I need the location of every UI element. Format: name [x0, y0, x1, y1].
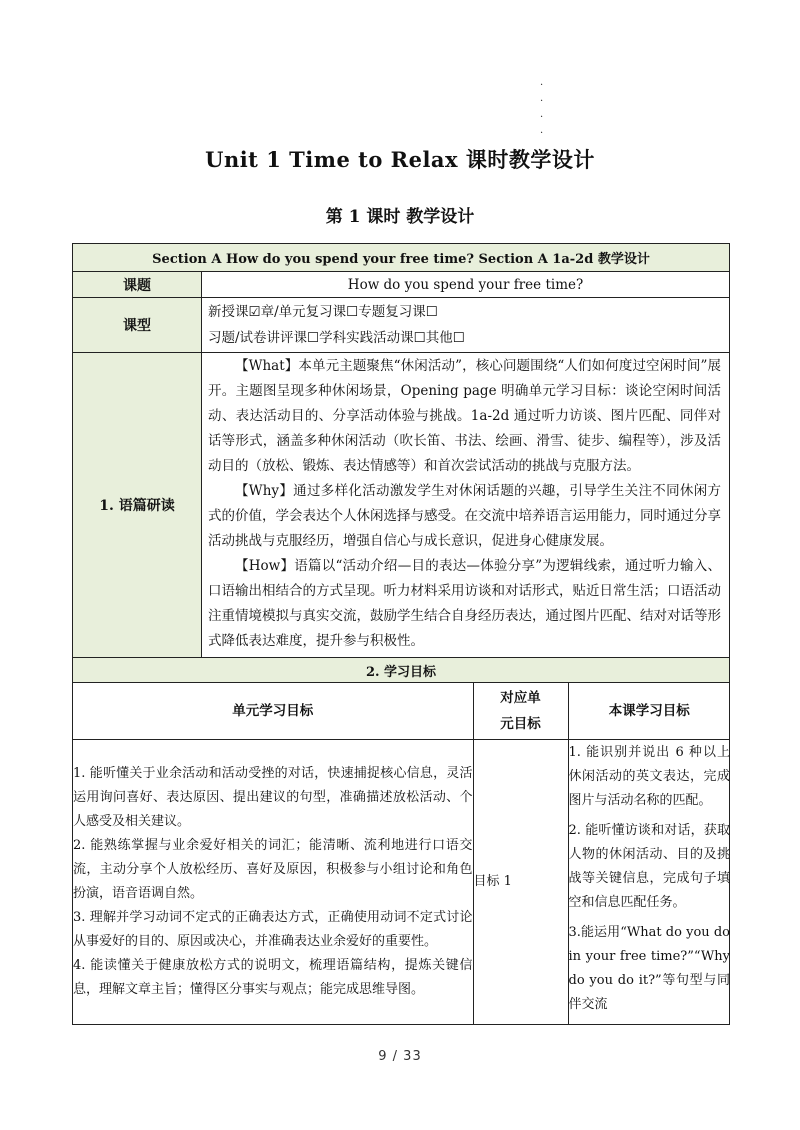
- lesson-design-table: [72, 243, 730, 1025]
- lesson-type-line-2: 习题/试卷讲评课☐学科实践活动课☐其他☐: [208, 330, 465, 346]
- unit-goal-item: 4. 能读懂关于健康放松方式的说明文，梳理语篇结构，提炼关键信息，理解文章主旨；懂得区分事实与观点；能完成思维导图。: [73, 958, 473, 997]
- lesson-type-label: 课型: [73, 298, 202, 353]
- goals-container: [73, 683, 730, 1025]
- mapped-goal: 目标 1: [473, 740, 568, 1025]
- lesson-type-options: [202, 298, 730, 353]
- lesson-goal-item: 3.能运用“What do you do in your free time?”“Why do you do it?”等句型与同伴交流: [568, 925, 730, 1012]
- goals-section-header: 2. 学习目标: [73, 658, 730, 683]
- text-study-label: 1. 语篇研读: [73, 353, 202, 658]
- text-study-how: 【How】语篇以“活动介绍—目的表达—体验分享”为逻辑线索，通过听力输入、口语输出相结合的方式呈现。听力材料采用访谈和对话形式，贴近日常生活；口语活动注重情境模拟与真实交流，鼓励学生结合自身经历表达，通过图片匹配、结对对话等形式降低表达难度，提升参与积极性。: [208, 558, 722, 649]
- text-study-content: [202, 353, 730, 658]
- page-number: 9 / 33: [378, 1049, 422, 1064]
- section-header: Section A How do you spend your free time? Section A 1a-2d 教学设计: [73, 244, 730, 272]
- mapped-goal-header: 对应单元目标: [473, 683, 568, 740]
- goals-table: [73, 683, 730, 1024]
- lesson-subtitle: 第 1 课时 教学设计: [325, 207, 475, 227]
- text-study-why: 【Why】通过多样化活动激发学生对休闲话题的兴趣，引导学生关注不同休闲方式的价值，学会表达个人休闲选择与感受。在交流中培养语言运用能力，同时通过分享活动挑战与克服经历，增强自信心与成长意识，促进身心健康发展。: [208, 483, 722, 549]
- unit-goal-item: 2. 能熟练掌握与业余爱好相关的词汇；能清晰、流利地进行口语交流，主动分享个人放松经历、喜好及原因，积极参与小组讨论和角色扮演，语音语调自然。: [73, 838, 473, 901]
- lesson-type-line-1: 新授课☑章/单元复习课☐专题复习课☐: [208, 304, 438, 320]
- lesson-goals-header: 本课学习目标: [568, 683, 730, 740]
- unit-goal-item: 1. 能听懂关于业余活动和活动受挫的对话，快速捕捉核心信息，灵活运用询问喜好、表达原因、提出建议的句型，准确描述放松活动、个人感受及相关建议。: [73, 766, 473, 829]
- lesson-goal-item: 2. 能听懂访谈和对话，获取人物的休闲活动、目的及挑战等关键信息，完成句子填空和信息匹配任务。: [568, 823, 730, 910]
- document-title: Unit 1 Time to Relax 课时教学设计: [205, 147, 595, 172]
- decorative-dots: · · · ·: [540, 80, 544, 139]
- unit-goals-list: [73, 740, 473, 1025]
- text-study-what: 【What】本单元主题聚焦“休闲活动”，核心问题围绕“人们如何度过空闲时间”展开。主题图呈现多种休闲场景，Opening page 明确单元学习目标：谈论空闲时间活动、表达活动目的、分享活动体验与挑战。1a-2d 通过听力访谈、图片匹配、同伴对话等形式，涵盖多种休闲活动（吹长笛、书法、绘画、滑雪、徒步、编程等），涉及活动目的（放松、锻炼、表达情感等）和首次尝试活动的挑战与克服方法。: [208, 358, 722, 474]
- lesson-title-value: How do you spend your free time?: [202, 272, 730, 298]
- unit-goals-header: 单元学习目标: [73, 683, 473, 740]
- lesson-goal-item: 1. 能识别并说出 6 种以上休闲活动的英文表达，完成图片与活动名称的匹配。: [568, 745, 730, 808]
- lesson-title-label: 课题: [73, 272, 202, 298]
- lesson-goals-list: [568, 740, 730, 1025]
- unit-goal-item: 3. 理解并学习动词不定式的正确表达方式，正确使用动词不定式讨论从事爱好的目的、原因或决心，并准确表达业余爱好的重要性。: [73, 910, 473, 949]
